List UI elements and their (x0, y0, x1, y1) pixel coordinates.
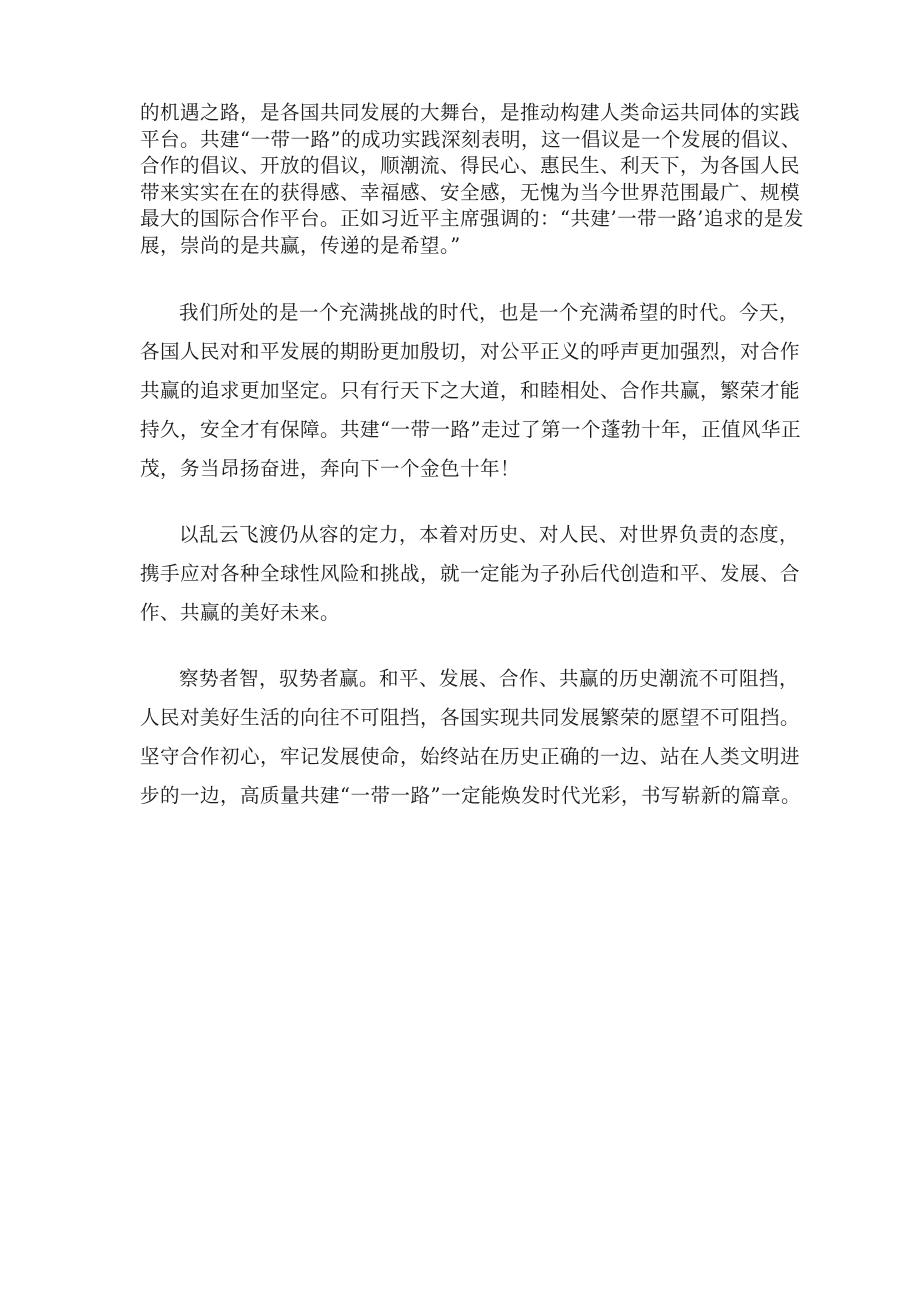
paragraph-spacer (140, 632, 805, 659)
paragraph-continued-opening: 的机遇之路，是各国共同发展的大舞台，是推动构建人类命运共同体的实践平台。共建“一带一路”的成功实践深刻表明，这一倡议是一个发展的倡议、合作的倡议、开放的倡议，顺潮流、得民心、惠民生、利天下，为各国人民带来实实在在的获得感、幸福感、安全感，无愧为当今世界范围最广、规模最大的国际合作平台。正如习近平主席强调的：“共建’一带一路’追求的是发展，崇尚的是共赢，传递的是希望。” (140, 101, 804, 257)
paragraph-closing: 察势者智，驭势者赢。和平、发展、合作、共赢的历史潮流不可阻挡，人民对美好生活的向往不可阻挡，各国实现共同发展繁荣的愿望不可阻挡。坚守合作初心，牢记发展使命，始终站在历史正确的一边、站在人类文明进步的一边，高质量共建“一带一路”一定能焕发时代光彩，书写崭新的篇章。 (140, 667, 801, 807)
paragraph-composure: 以乱云飞渡仍从容的定力，本着对历史、对人民、对世界负责的态度，携手应对各种全球性风险和挑战，就一定能为子孙后代创造和平、发展、合作、共赢的美好未来。 (140, 523, 801, 624)
paragraph-spacer (140, 259, 805, 293)
paragraph-spacer (140, 488, 805, 515)
paragraph-era-of-challenge: 我们所处的是一个充满挑战的时代，也是一个充满希望的时代。今天，各国人民对和平发展的期盼更加殷切，对公平正义的呼声更加强烈，对合作共赢的追求更加坚定。只有行天下之大道，和睦相处、合作共赢，繁荣才能持久，安全才有保障。共建“一带一路”走过了第一个蓬勃十年，正值风华正茂，务当昂扬奋进，奔向下一个金色十年！ (140, 301, 801, 480)
document-body (140, 100, 805, 815)
